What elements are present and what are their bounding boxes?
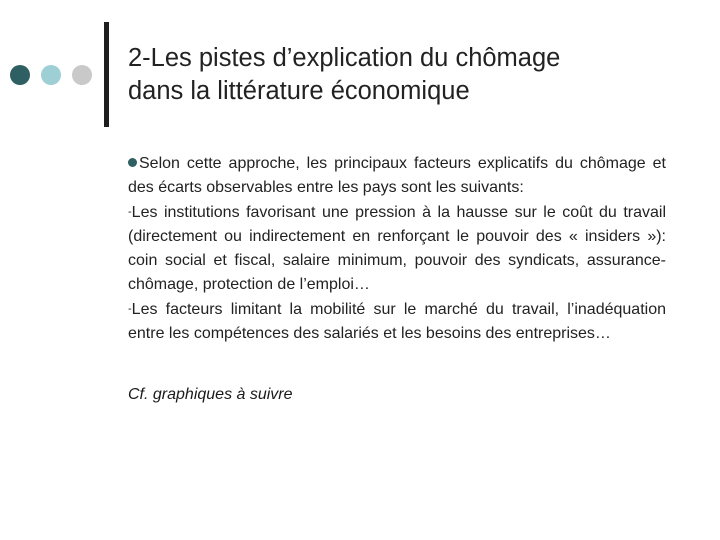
bullet-icon <box>128 158 137 167</box>
factor-item-1 <box>128 200 666 297</box>
decorative-dots <box>10 65 95 87</box>
footnote-reference: Cf. graphiques à suivre <box>128 386 293 403</box>
light-teal-dot <box>41 65 61 85</box>
factor-item-2 <box>128 297 666 346</box>
dash-marker: - <box>128 206 132 218</box>
slide-body <box>128 152 666 346</box>
factor-item-1-text: Les institutions favorisant une pression à la hausse sur le coût du travail (directement ou indirectement en renforçant le pouvoir des « insiders »): coin social et fiscal, salaire minimum, pouvoir des syndicats, assurance-chômage, protection de l’emploi… <box>128 204 666 293</box>
title-line-1: 2-Les pistes d’explication du chômage <box>128 44 561 72</box>
intro-paragraph <box>128 152 666 200</box>
grey-dot <box>72 65 92 85</box>
dark-teal-dot <box>10 65 30 85</box>
dash-marker: - <box>128 303 132 315</box>
intro-text: Selon cette approche, les principaux facteurs explicatifs du chômage et des écarts observables entre les pays sont les suivants: <box>128 155 666 196</box>
factor-item-2-text: Les facteurs limitant la mobilité sur le marché du travail, l’inadéquation entre les compétences des salariés et les besoins des entreprises… <box>128 301 666 342</box>
slide-title <box>128 42 698 108</box>
title-line-2: dans la littérature économique <box>128 77 470 105</box>
title-divider-bar <box>104 22 109 127</box>
